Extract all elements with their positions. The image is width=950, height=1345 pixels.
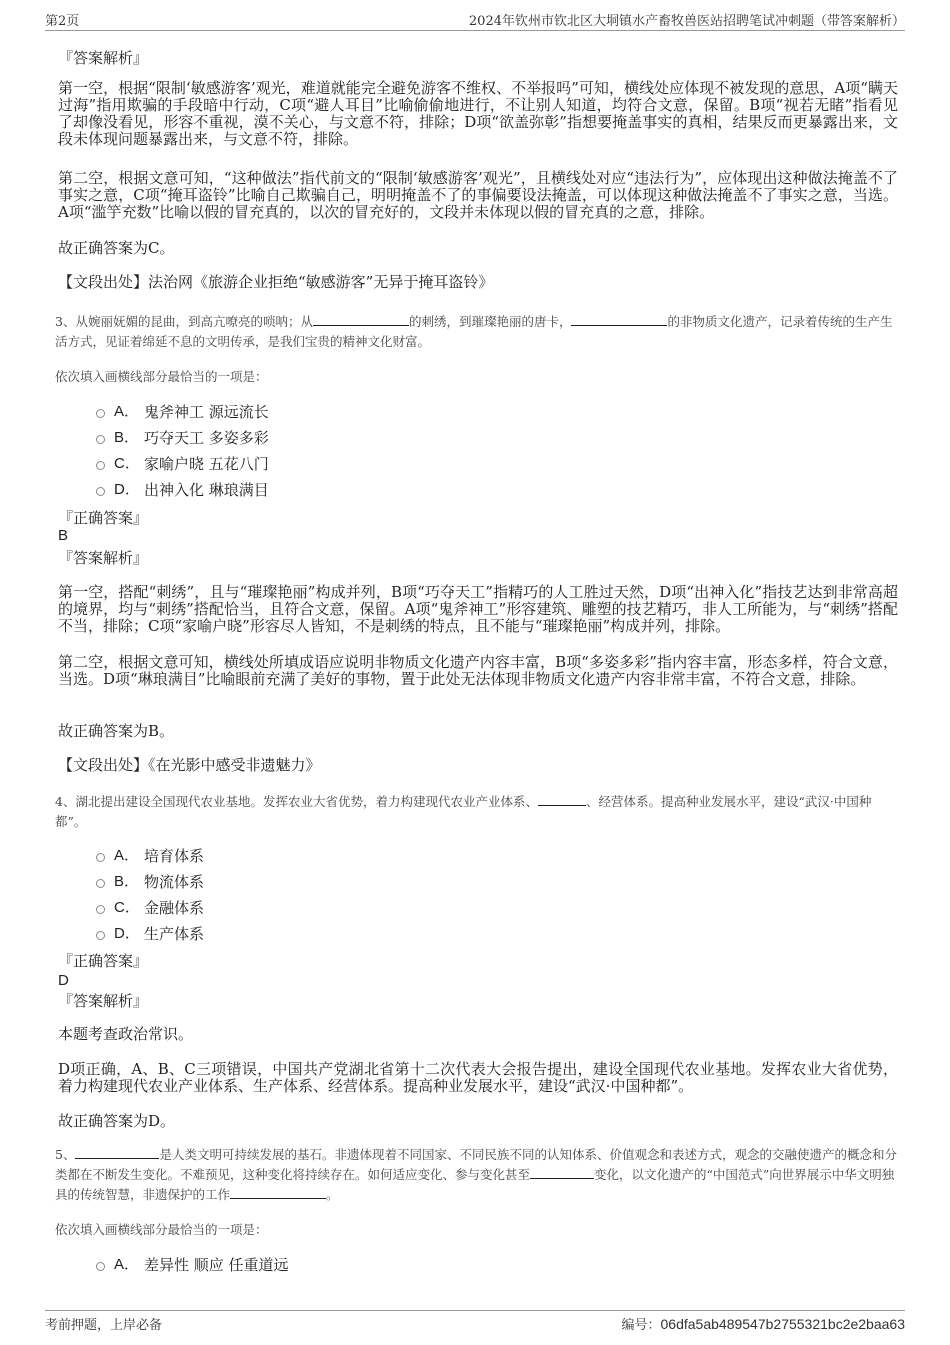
source-line: 【文段出处】法治网《旅游企业拒绝“敏感游客”无异于掩耳盗铃》 (58, 273, 494, 291)
analysis-paragraph: 本题考查政治常识。 (58, 1025, 194, 1043)
radio-icon[interactable] (96, 487, 105, 496)
radio-icon[interactable] (96, 1262, 105, 1271)
document-title: 2024年钦州市钦北区大垌镇水产畜牧兽医站招聘笔试冲刺题（带答案解析） (468, 14, 905, 29)
option-a[interactable]: A． 培育体系 (96, 846, 204, 866)
question-3-stem: 3、从婉丽妩媚的昆曲，到高亢嘹亮的唢呐；从 的刺绣，到璀璨艳丽的唐卡， 的非物质文化遗产，记录着传统的生产生活方式，见证着绵延不息的文明传承，是我们宝贵的精神文化财富。 (55, 314, 893, 349)
radio-icon[interactable] (96, 461, 105, 470)
option-b[interactable]: B． 巧夺天工 多姿多彩 (96, 428, 269, 448)
analysis-paragraph: 第一空，搭配“刺绣”，且与“璀璨艳丽”构成并列，B项“巧夺天工”指精巧的人工胜过天然，D项“出神入化”指技艺达到非常高超的境界，均与“刺绣”搭配恰当，且符合文意，保留。A项“鬼斧神工”形容建筑、雕塑的技艺精巧，非人工所能为，与“刺绣”搭配不当，排除；C项“家喻户晓”形容尽人皆知，不是刺绣的特点，且不能与“璀璨艳丽”构成并列，排除。 (58, 583, 898, 635)
analysis-paragraph: 第二空，根据文意可知，“这种做法”指代前文的“限制‘敏感游客’观光”，且横线处对应“违法行为”，应体现出这种做法掩盖不了事实之意，C项“掩耳盗铃”比喻自己欺骗自己，明明掩盖不了的事偏要设法掩盖，可以体现这种做法掩盖不了事实之意，当选。A项“滥竽充数”比喻以假的冒充真的，以次的冒充好的，文段并未体现以假的冒充真的之意，排除。 (58, 169, 898, 221)
answer-line: 故正确答案为C。 (58, 239, 175, 257)
radio-icon[interactable] (96, 853, 105, 862)
correct-answer-title: 『正确答案』 (58, 509, 149, 527)
option-a[interactable]: A． 鬼斧神工 源远流长 (96, 402, 269, 422)
source-line: 【文段出处】《在光影中感受非遗魅力》 (58, 756, 321, 774)
analysis-paragraph: 第二空，根据文意可知，横线处所填成语应说明非物质文化遗产内容丰富，B项“多姿多彩”指内容丰富，形态多样，符合文意，当选。D项“琳琅满目”比喻眼前充满了美好的事物，置于此处无法体现非物质文化遗产内容非常丰富，不符合文意，排除。 (58, 653, 898, 688)
blank-line (230, 1186, 326, 1199)
blank-line (530, 1166, 594, 1179)
option-a[interactable]: A． 差异性 顺应 任重道远 (96, 1255, 289, 1275)
question-prompt: 依次填入画横线部分最恰当的一项是： (55, 1222, 268, 1237)
blank-line (75, 1146, 159, 1159)
answer-line: 故正确答案为D。 (58, 1112, 176, 1130)
document-code (622, 1314, 906, 1333)
analysis-title: 『答案解析』 (58, 992, 149, 1010)
radio-icon[interactable] (96, 879, 105, 888)
option-d[interactable]: D． 生产体系 (96, 924, 204, 944)
radio-icon[interactable] (96, 435, 105, 444)
radio-icon[interactable] (96, 931, 105, 940)
code-value: 06dfa5ab489547b2755321bc2e2baa63 (660, 1316, 905, 1332)
analysis-title: 『答案解析』 (58, 549, 149, 567)
blank-line (571, 313, 667, 326)
answer-line: 故正确答案为B。 (58, 722, 175, 740)
blank-line (538, 793, 586, 806)
radio-icon[interactable] (96, 409, 105, 418)
question-4-stem: 4、湖北提出建设全国现代农业基地。发挥农业大省优势，着力构建现代农业产业体系、 、经营体系。提高种业发展水平，建设“武汉·中国种都”。 (55, 794, 872, 829)
radio-icon[interactable] (96, 905, 105, 914)
blank-line (313, 313, 409, 326)
analysis-paragraph: D项正确，A、B、C三项错误，中国共产党湖北省第十二次代表大会报告提出，建设全国现代农业基地。发挥农业大省优势，着力构建现代农业产业体系、生产体系、经营体系。提高种业发展水平，建设“武汉·中国种都”。 (58, 1060, 898, 1095)
header-divider (45, 30, 905, 31)
option-d[interactable]: D． 出神入化 琳琅满目 (96, 480, 269, 500)
correct-answer: D (58, 972, 69, 989)
correct-answer: B (58, 527, 69, 544)
footer-divider (45, 1310, 905, 1311)
option-b[interactable]: B． 物流体系 (96, 872, 204, 892)
question-5-stem: 5、 是人类文明可持续发展的基石。非遗体现着不同国家、不同民族不同的认知体系、价值观念和表述方式，观念的交融使遗产的概念和分类都在不断发生变化。不难预见，这种变化将持续存在。如何适应变化、参与变化甚至 变化，以文化遗产的“中国范式”向世界展示中华文明独具的传统智慧，非遗保护的工作 。 (55, 1147, 897, 1202)
code-label: 编号： (621, 1318, 661, 1333)
correct-answer-title: 『正确答案』 (58, 952, 149, 970)
option-c[interactable]: C． 金融体系 (96, 898, 204, 918)
page-number: 第2页 (45, 14, 80, 29)
analysis-title: 『答案解析』 (58, 49, 149, 67)
option-c[interactable]: C． 家喻户晓 五花八门 (96, 454, 269, 474)
question-prompt: 依次填入画横线部分最恰当的一项是： (55, 369, 268, 384)
footer-slogan: 考前押题，上岸必备 (45, 1318, 163, 1333)
analysis-paragraph: 第一空，根据“限制‘敏感游客’观光，难道就能完全避免游客不维权、不举报吗”可知，横线处应体现不被发现的意思，A项“瞒天过海”指用欺骗的手段暗中行动，C项“避人耳目”比喻偷偷地进行，不让别人知道，均符合文意，保留。B项“视若无睹”指看见了却像没看见，形容不重视，漠不关心，与文意不符，排除；D项“欲盖弥彰”指想要掩盖事实的真相，结果反而更暴露出来，文段未体现问题暴露出来，与文意不符，排除。 (58, 79, 898, 148)
